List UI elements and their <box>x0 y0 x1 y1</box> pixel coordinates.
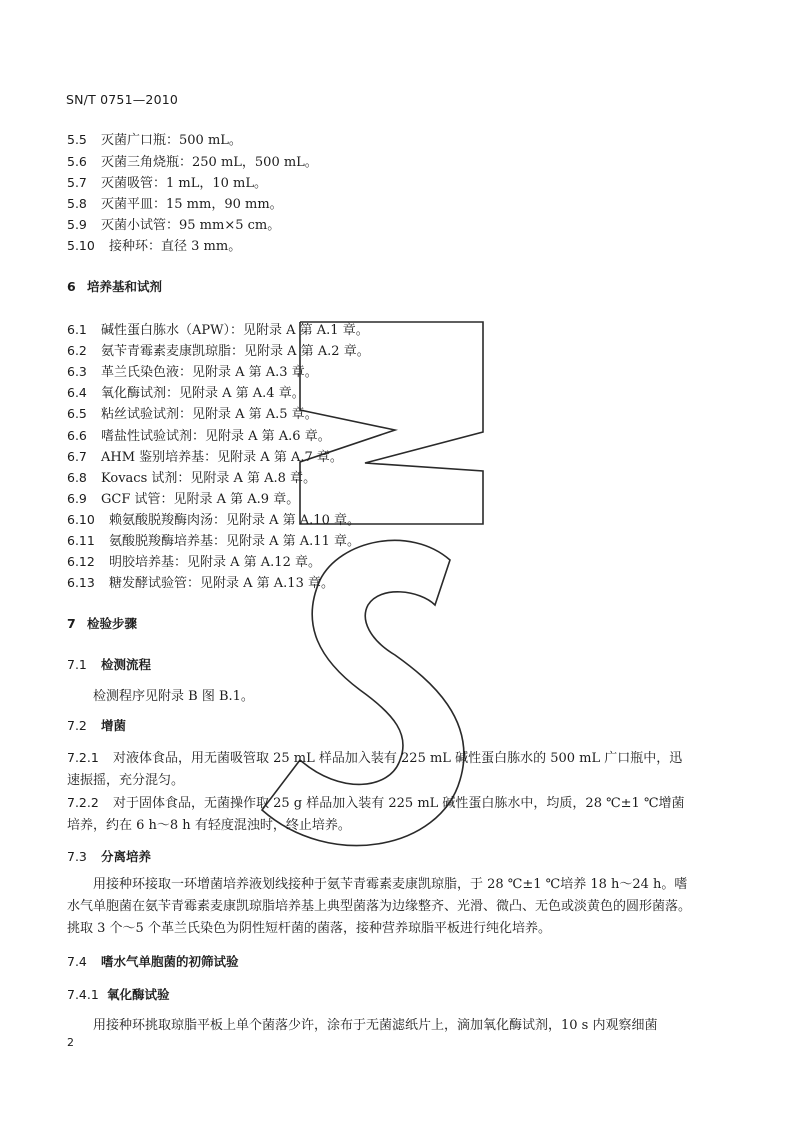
list-item: 6.4 氧化酶试剂：见附录 A 第 A.4 章。 <box>67 385 305 401</box>
list-item: 6.9 GCF 试管：见附录 A 第 A.9 章。 <box>67 491 300 507</box>
document-code-header: SN/T 0751—2010 <box>66 92 179 107</box>
paragraph: 7.2.2 对于固体食品，无菌操作取 25 g 样品加入装有 225 mL 碱性蛋白胨水中，均质，28 ℃±1 ℃增菌培养，约在 6 h～8 h 有轻度混浊时，终止培养。 <box>67 795 685 833</box>
section-heading: 6 培养基和试剂 <box>67 279 163 294</box>
page-number: 2 <box>67 1036 74 1049</box>
subsection-heading: 7.2 增菌 <box>67 718 127 733</box>
list-item: 6.8 Kovacs 试剂：见附录 A 第 A.8 章。 <box>67 470 317 486</box>
list-item: 6.3 革兰氏染色液：见附录 A 第 A.3 章。 <box>67 364 318 380</box>
subsection-heading: 7.4.1 氧化酶试验 <box>67 987 170 1002</box>
paragraph: 检测程序见附录 B 图 B.1。 <box>93 689 254 704</box>
section-heading: 7 检验步骤 <box>67 616 138 631</box>
list-item: 5.8 灭菌平皿：15 mm，90 mm。 <box>67 196 283 212</box>
paragraph: 用接种环挑取琼脂平板上单个菌落少许，涂布于无菌滤纸片上，滴加氧化酶试剂，10 s 内观察细菌 <box>93 1018 658 1033</box>
list-item: 6.11 氨酸脱羧酶培养基：见附录 A 第 A.11 章。 <box>67 533 360 549</box>
list-item: 6.13 糖发酵试验管：见附录 A 第 A.13 章。 <box>67 575 334 591</box>
subsection-heading: 7.4 嗜水气单胞菌的初筛试验 <box>67 954 239 969</box>
list-item: 5.10 接种环：直径 3 mm。 <box>67 238 242 254</box>
subsection-heading: 7.1 检测流程 <box>67 657 152 672</box>
list-item: 5.6 灭菌三角烧瓶：250 mL，500 mL。 <box>67 154 318 170</box>
list-item: 6.7 AHM 鉴别培养基：见附录 A 第 A.7 章。 <box>67 449 343 465</box>
list-item: 6.6 嗜盐性试验试剂：见附录 A 第 A.6 章。 <box>67 428 331 444</box>
list-item: 5.7 灭菌吸管：1 mL，10 mL。 <box>67 175 267 191</box>
list-item: 6.12 明胶培养基：见附录 A 第 A.12 章。 <box>67 554 321 570</box>
list-item: 6.10 赖氨酸脱羧酶肉汤：见附录 A 第 A.10 章。 <box>67 512 360 528</box>
list-item: 5.9 灭菌小试管：95 mm×5 cm。 <box>67 217 281 233</box>
paragraph: 7.2.1 对液体食品，用无菌吸管取 25 mL 样品加入装有 225 mL 碱性蛋白胨水的 500 mL 广口瓶中，迅速振摇，充分混匀。 <box>67 750 683 788</box>
list-item: 5.5 灭菌广口瓶：500 mL。 <box>67 132 242 148</box>
list-item: 6.5 粘丝试验试剂：见附录 A 第 A.5 章。 <box>67 406 318 422</box>
list-item: 6.2 氨苄青霉素麦康凯琼脂：见附录 A 第 A.2 章。 <box>67 343 370 359</box>
list-item: 6.1 碱性蛋白胨水（APW）：见附录 A 第 A.1 章。 <box>67 322 369 338</box>
paragraph: 用接种环接取一环增菌培养液划线接种于氨苄青霉素麦康凯琼脂，于 28 ℃±1 ℃培养 18 h～24 h。嗜水气单胞菌在氨苄青霉素麦康凯琼脂培养基上典型菌落为边缘整齐、光滑、微凸、无色或淡黄色的圆形菌落。挑取 3 个～5 个革兰氏染色为阴性短杆菌的菌落，接种营养琼脂平板进行纯化培养。 <box>67 877 692 936</box>
subsection-heading: 7.3 分离培养 <box>67 849 152 864</box>
